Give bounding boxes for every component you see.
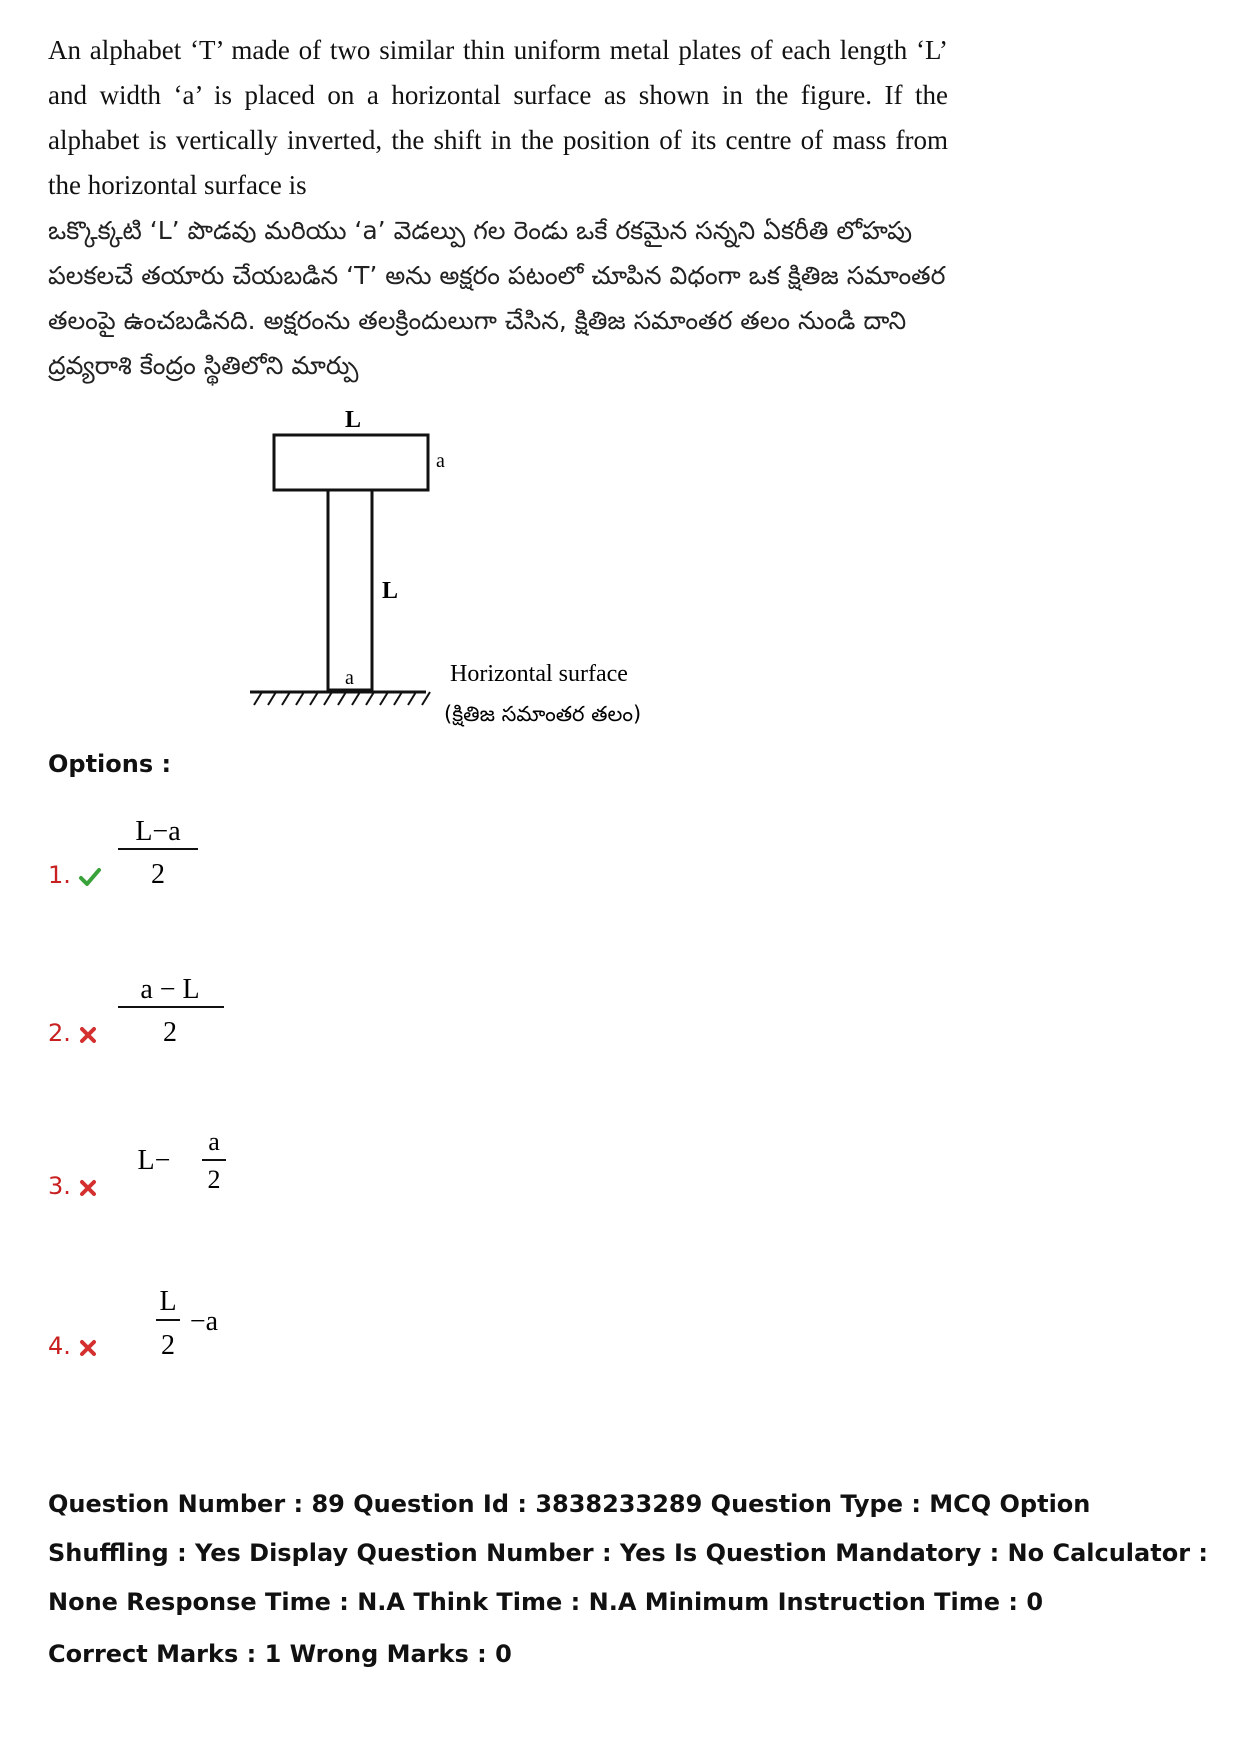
question-text-english: An alphabet ‘T’ made of two similar thin uniform metal plates of each length ‘L’ and width ‘a’ is placed on a horizontal surface as shown in the figure. If the alphabet is vertically inverted, the shift in the position of its centre of mass from the horizontal surface is (48, 35, 948, 200)
stem-length-label: L (382, 578, 399, 604)
check-icon (78, 865, 102, 889)
fraction-numerator: L−a (135, 816, 181, 847)
top-width-label: a (436, 450, 445, 472)
question-text-telugu: ఒక్కొక్కటి ‘L’ పొడవు మరియు ‘a’ వెడల్పు గల రెండు ఒకే రకమైన సన్నని ఏకరీతి లోహపు పలకలచే తయారు చేయబడిన ‘T’ అను అక్షరం పటంలో చూపిన విధంగా ఒక క్షితిజ సమాంతర తలంపై ఉంచబడినది. అక్షరంను తలక్రిందులుగా చేసిన, క్షితిజ సమాంతర తలం నుండి దాని ద్రవ్యరాశి కేంద్రం స్థితిలోని మార్పు (48, 216, 946, 380)
fraction-trail: −a (189, 1306, 219, 1337)
stem-width-label: a (345, 667, 354, 689)
surface-hatching (254, 692, 430, 705)
option-3[interactable] (48, 1120, 248, 1220)
cross-icon (78, 1178, 98, 1198)
fraction-numerator: L (159, 1286, 177, 1317)
surface-label-telugu: (క్షితిజ సమాంతర తలం) (444, 702, 642, 726)
stem-plate (328, 490, 372, 690)
question-marks: Correct Marks : 1 Wrong Marks : 0 (48, 1640, 512, 1668)
top-plate (274, 435, 428, 490)
surface-label-english: Horizontal surface (450, 661, 628, 687)
option-1-fraction (108, 805, 228, 895)
cross-icon (78, 1338, 98, 1358)
option-1[interactable] (48, 805, 248, 905)
options-heading: Options : (48, 750, 172, 778)
option-4[interactable] (48, 1276, 248, 1376)
cross-icon (78, 1025, 98, 1045)
option-number: 2. (48, 1019, 71, 1047)
t-figure (240, 405, 700, 745)
option-4-fraction (108, 1276, 248, 1366)
option-3-fraction (108, 1120, 248, 1210)
question-metadata: Question Number : 89 Question Id : 3838233289 Question Type : MCQ Option Shuffling : Yes Display Question Number : Yes Is Question Mandatory : No Calculator : None Response Time : N.A Think Time : N.A Minimum Instruction Time : 0 (48, 1490, 1208, 1616)
option-number: 3. (48, 1172, 71, 1200)
option-number: 4. (48, 1332, 71, 1360)
fraction-denominator: 2 (163, 1017, 177, 1048)
fraction-denominator: 2 (151, 859, 165, 890)
fraction-numerator: a − L (140, 974, 200, 1005)
fraction-lead: L− (137, 1145, 171, 1176)
fraction-denominator: 2 (161, 1330, 175, 1361)
option-2-fraction (108, 963, 248, 1053)
fraction-denominator: 2 (207, 1165, 221, 1194)
option-number: 1. (48, 861, 71, 889)
fraction-numerator: a (208, 1127, 220, 1156)
option-2[interactable] (48, 963, 268, 1063)
top-length-label: L (345, 407, 362, 433)
